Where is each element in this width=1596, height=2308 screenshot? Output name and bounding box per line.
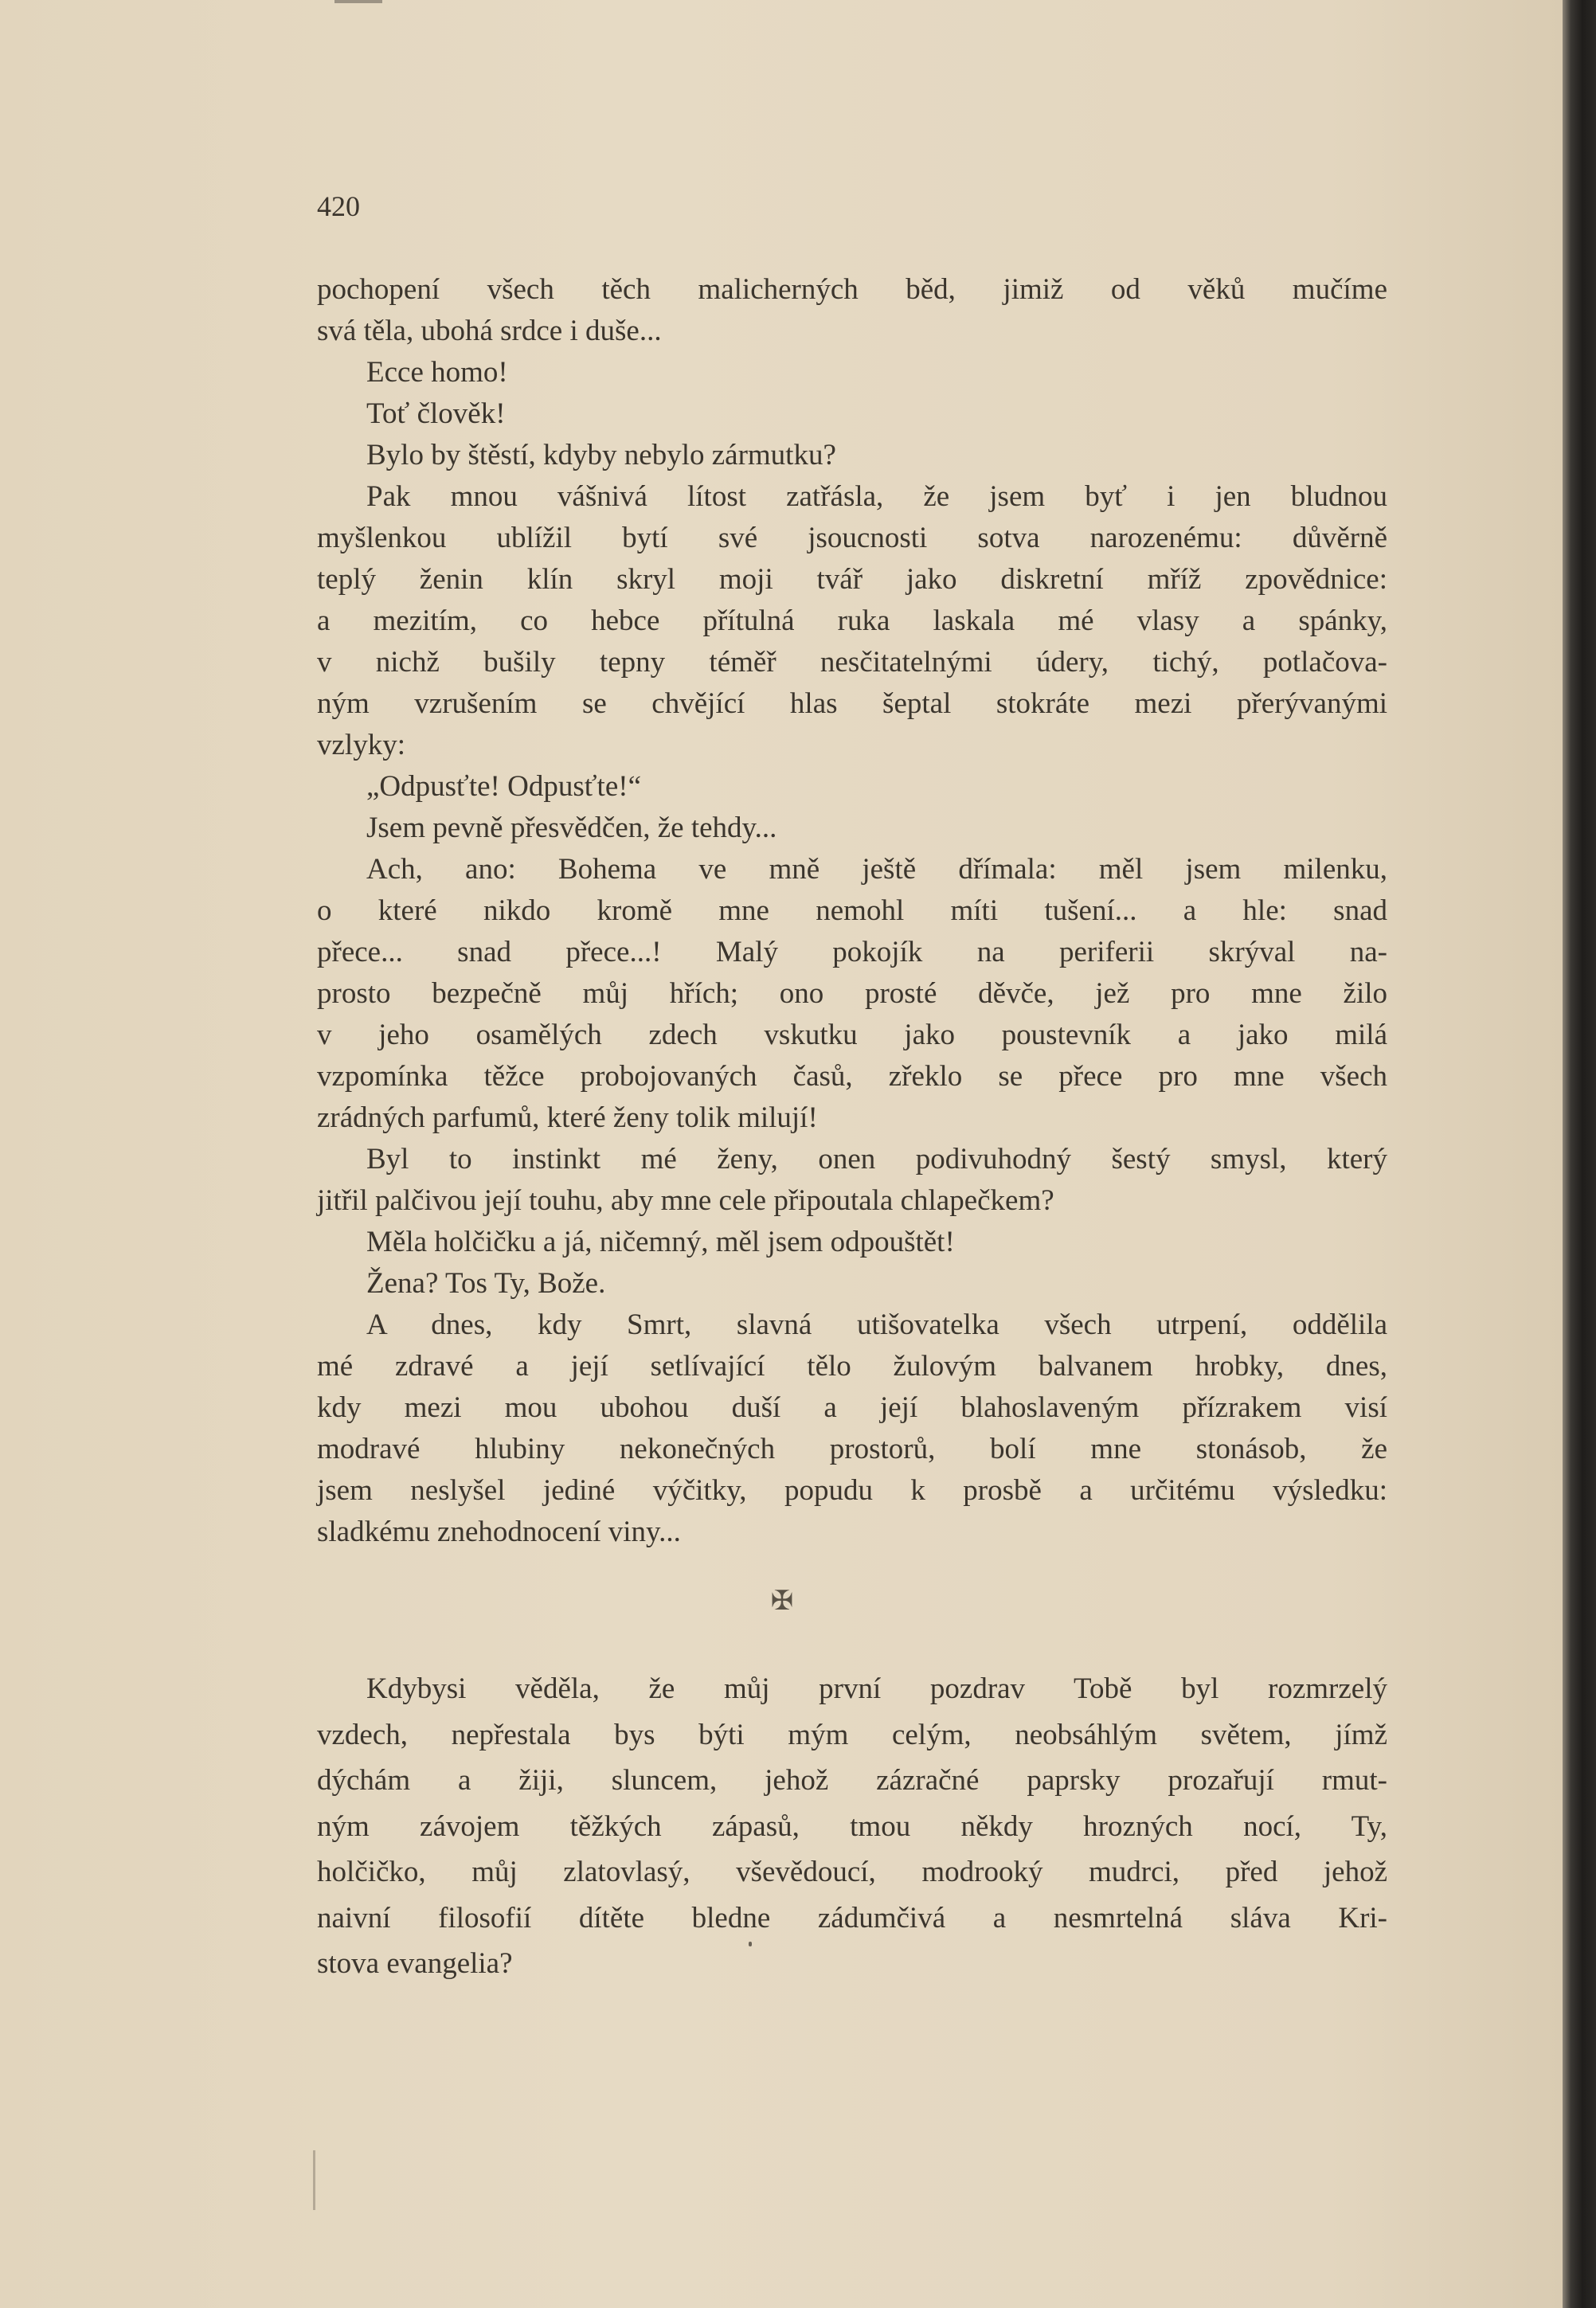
scan-speck bbox=[749, 1942, 752, 1946]
text-line: Jsem pevně přesvědčen, že tehdy... bbox=[366, 812, 777, 844]
text-line: teplý ženin klín skryl moji tvář jako diskretní mříž zpovědnice: bbox=[317, 563, 1387, 596]
text-line: o které nikdo kromě mne nemohl míti tušení... a hle: snad bbox=[317, 894, 1387, 927]
text-line: myšlenkou ublížil bytí své jsoucnosti sotva narozenému: důvěrně bbox=[317, 522, 1387, 554]
text-line: kdy mezi mou ubohou duší a její blahoslaveným přízrakem visí bbox=[317, 1391, 1387, 1424]
section-divider-ornament: ✠ bbox=[770, 1586, 794, 1616]
text-line: Ach, ano: Bohema ve mně ještě dřímala: měl jsem milenku, bbox=[366, 853, 1387, 886]
text-line: ným závojem těžkých zápasů, tmou někdy hrozných nocí, Ty, bbox=[317, 1809, 1387, 1843]
text-line: prosto bezpečně můj hřích; ono prosté děvče, jež pro mne žilo bbox=[317, 977, 1387, 1010]
text-line: mé zdravé a její setlívající tělo žulovým balvanem hrobky, dnes, bbox=[317, 1350, 1387, 1383]
text-line: jitřil palčivou její touhu, aby mne cele připoutala chlapečkem? bbox=[317, 1184, 1054, 1217]
text-line: přece... snad přece...! Malý pokojík na periferii skrýval na‑ bbox=[317, 936, 1387, 968]
text-line: Byl to instinkt mé ženy, onen podivuhodný šestý smysl, který bbox=[366, 1143, 1387, 1176]
text-line: v jeho osamělých zdech vskutku jako poustevník a jako milá bbox=[317, 1019, 1387, 1051]
text-line: A dnes, kdy Smrt, slavná utišovatelka všech utrpení, oddělila bbox=[366, 1309, 1387, 1341]
text-line: vzdech, nepřestala bys býti mým celým, neobsáhlým světem, jímž bbox=[317, 1718, 1387, 1751]
text-line: Bylo by štěstí, kdyby nebylo zármutku? bbox=[366, 439, 836, 471]
text-line: vzlyky: bbox=[317, 729, 405, 761]
text-line: stova evangelia? bbox=[317, 1947, 513, 1980]
text-line: „Odpusťte! Odpusťte!“ bbox=[366, 770, 641, 803]
text-line: naivní filosofií dítěte bledne zádumčivá a nesmrtelná sláva Kri‑ bbox=[317, 1901, 1387, 1934]
text-line: a mezitím, co hebce přítulná ruka laskala mé vlasy a spánky, bbox=[317, 604, 1387, 637]
text-line: v nichž bušily tepny téměř nesčitatelnými údery, tichý, potlačova‑ bbox=[317, 646, 1387, 679]
text-line: svá těla, ubohá srdce i duše... bbox=[317, 315, 662, 347]
text-line: zrádných parfumů, které ženy tolik milují! bbox=[317, 1101, 818, 1134]
text-line: vzpomínka těžce probojovaných časů, zřeklo se přece pro mne všech bbox=[317, 1060, 1387, 1093]
text-line: dýchám a žiji, sluncem, jehož zázračné paprsky prozařují rmut‑ bbox=[317, 1764, 1387, 1797]
text-line: Žena? Tos Ty, Bože. bbox=[366, 1267, 606, 1300]
text-line: modravé hlubiny nekonečných prostorů, bolí mne stonásob, že bbox=[317, 1433, 1387, 1465]
scan-artifact bbox=[313, 2150, 315, 2210]
text-line: pochopení všech těch malicherných běd, jimiž od věků mučíme bbox=[317, 273, 1387, 306]
text-line: holčičko, můj zlatovlasý, vševědoucí, modrooký mudrci, před jehož bbox=[317, 1856, 1387, 1888]
text-line: Kdybysi věděla, že můj první pozdrav Tobě byl rozmrzelý bbox=[366, 1672, 1387, 1705]
text-line: Toť člověk! bbox=[366, 397, 506, 430]
page-number: 420 bbox=[317, 190, 360, 222]
text-line: ným vzrušením se chvějící hlas šeptal stokráte mezi přerývanými bbox=[317, 687, 1387, 720]
text-line: Měla holčičku a já, ničemný, měl jsem odpouštět! bbox=[366, 1226, 955, 1258]
text-line: sladkému znehodnocení viny... bbox=[317, 1516, 681, 1548]
book-binding-edge bbox=[1563, 0, 1596, 2308]
text-line: Ecce homo! bbox=[366, 356, 508, 389]
text-line: Pak mnou vášnivá lítost zatřásla, že jsem byť i jen bludnou bbox=[366, 480, 1387, 513]
scan-mark bbox=[334, 0, 382, 3]
text-line: jsem neslyšel jediné výčitky, popudu k prosbě a určitému výsledku: bbox=[317, 1474, 1387, 1507]
